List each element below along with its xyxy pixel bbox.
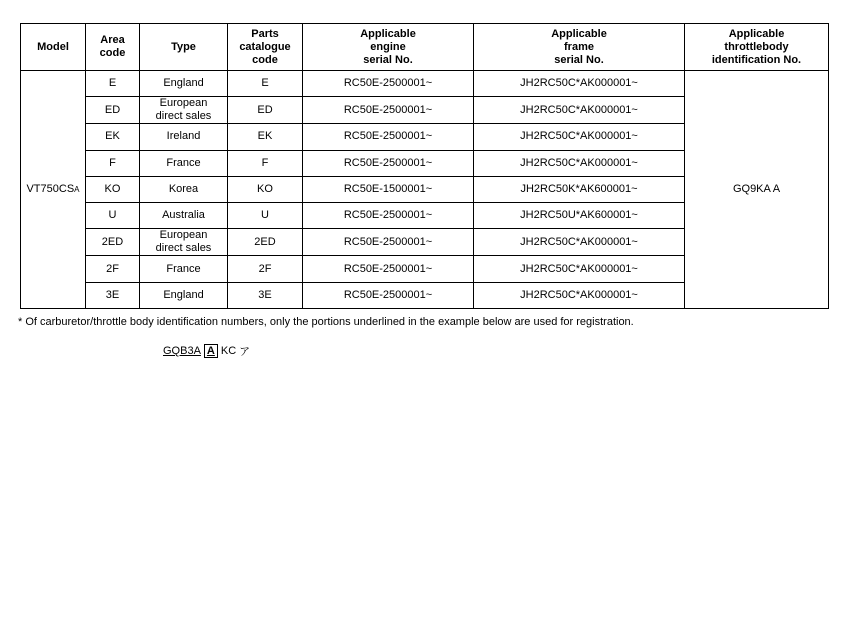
area-code-cell: ED [86,97,140,124]
table-row [21,71,829,97]
type-cell: European direct sales [140,97,228,124]
engine-serial-cell: RC50E-2500001~ [303,150,474,176]
parts-code-cell: U [228,203,303,229]
parts-code-cell: 2ED [228,229,303,256]
parts-code-cell: EK [228,124,303,150]
area-code-cell: 3E [86,282,140,308]
header-type: Type [140,24,228,71]
frame-serial-cell: JH2RC50U*AK600001~ [474,203,685,229]
parts-code-cell: 3E [228,282,303,308]
header-frame-serial: Applicable frame serial No. [474,24,685,71]
type-cell: European direct sales [140,229,228,256]
frame-serial-cell: JH2RC50K*AK600001~ [474,176,685,202]
throttlebody-id-cell: GQ9KA A [685,71,829,309]
area-code-cell: F [86,150,140,176]
header-model: Model [21,24,86,71]
example-boxed-letter: A [204,344,218,358]
parts-code-cell: E [228,71,303,97]
type-cell: England [140,282,228,308]
area-code-cell: 2ED [86,229,140,256]
area-code-cell: 2F [86,256,140,282]
header-row [21,24,829,71]
frame-serial-cell: JH2RC50C*AK000001~ [474,256,685,282]
engine-serial-cell: RC50E-2500001~ [303,203,474,229]
example-glyph: ア [239,346,251,358]
frame-serial-cell: JH2RC50C*AK000001~ [474,150,685,176]
parts-code-cell: 2F [228,256,303,282]
identification-example [163,343,250,359]
engine-serial-cell: RC50E-2500001~ [303,124,474,150]
area-code-cell: E [86,71,140,97]
type-cell: France [140,256,228,282]
header-engine-serial: Applicable engine serial No. [303,24,474,71]
frame-serial-cell: JH2RC50C*AK000001~ [474,71,685,97]
header-area-code: Area code [86,24,140,71]
header-parts-code: Parts catalogue code [228,24,303,71]
area-code-cell: KO [86,176,140,202]
header-throttlebody-id: Applicable throttlebody identification No. [685,24,829,71]
model-name: VT750CS [26,183,75,196]
engine-serial-cell: RC50E-2500001~ [303,71,474,97]
area-code-cell: EK [86,124,140,150]
engine-serial-cell: RC50E-2500001~ [303,97,474,124]
spec-table [20,23,829,309]
example-underlined-code: GQB3A [163,345,201,357]
engine-serial-cell: RC50E-2500001~ [303,256,474,282]
engine-serial-cell: RC50E-1500001~ [303,176,474,202]
type-cell: Ireland [140,124,228,150]
type-cell: France [140,150,228,176]
registration-note: * Of carburetor/throttle body identification numbers, only the portions underlined in the example below are used for registration. [18,316,634,328]
type-cell: England [140,71,228,97]
model-cell [21,71,86,309]
model-suffix: A [74,185,80,195]
frame-serial-cell: JH2RC50C*AK000001~ [474,124,685,150]
frame-serial-cell: JH2RC50C*AK000001~ [474,97,685,124]
parts-code-cell: ED [228,97,303,124]
parts-code-cell: F [228,150,303,176]
type-cell: Korea [140,176,228,202]
area-code-cell: U [86,203,140,229]
parts-code-cell: KO [228,176,303,202]
example-rest-code: KC [220,345,237,357]
frame-serial-cell: JH2RC50C*AK000001~ [474,229,685,256]
engine-serial-cell: RC50E-2500001~ [303,229,474,256]
engine-serial-cell: RC50E-2500001~ [303,282,474,308]
frame-serial-cell: JH2RC50C*AK000001~ [474,282,685,308]
type-cell: Australia [140,203,228,229]
